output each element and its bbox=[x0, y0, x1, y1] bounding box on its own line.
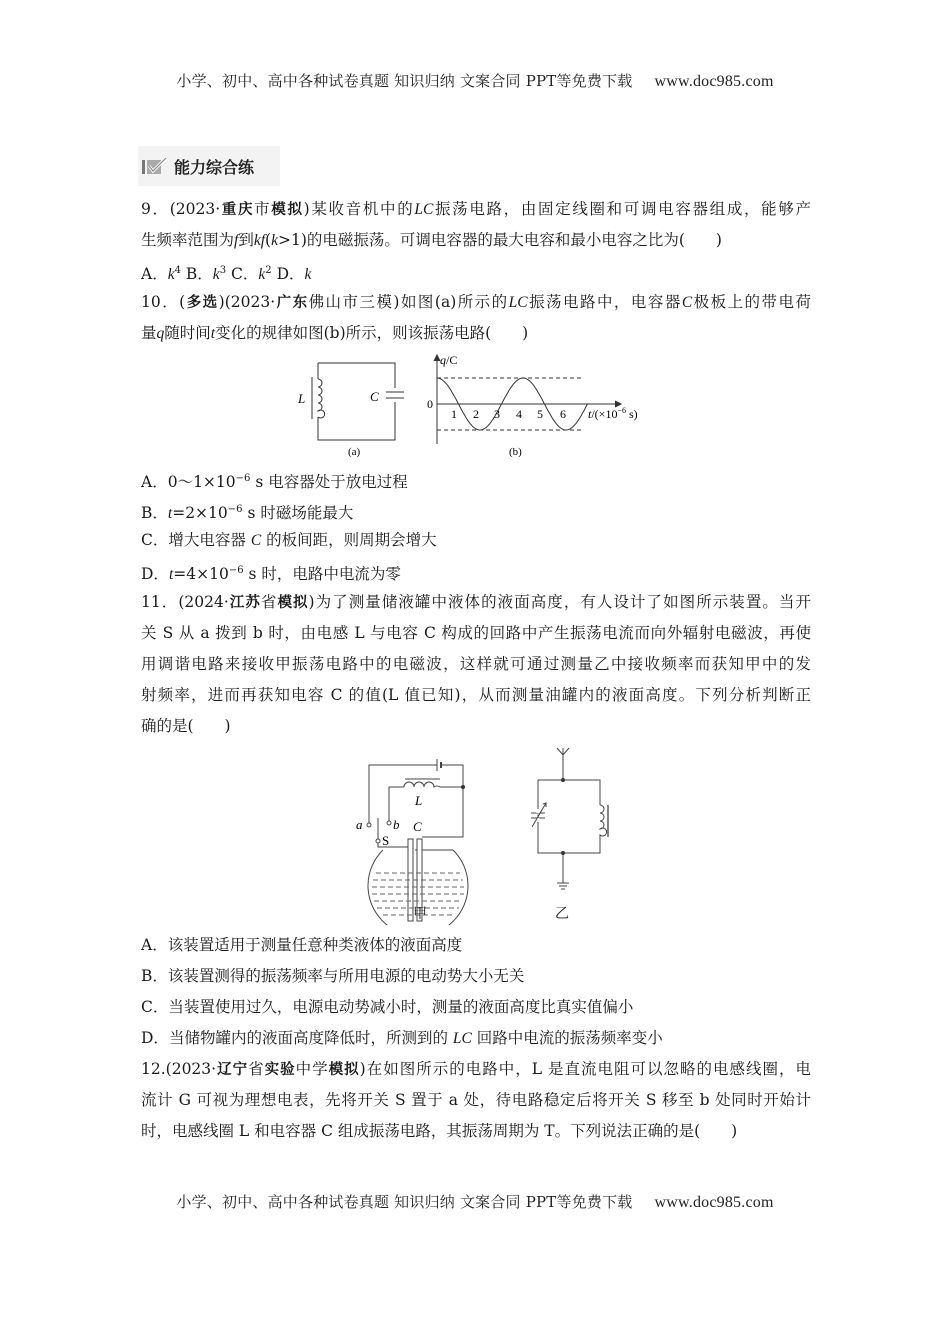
figure-yi-caption: 乙 bbox=[555, 906, 569, 922]
q10-line-1: 10．(多选)(2023·广东佛山市三模)如图(a)所示的LC振荡电路中，电容器C极板上的带电荷 bbox=[141, 293, 811, 311]
q10-option-d[interactable]: D．$t=4\times 10^{-6}$ s 时，电路中电流为零 bbox=[141, 565, 401, 583]
q11-line-2: 关 S 从 a 拨到 b 时，由电感 L 与电容 C 构成的回路中产生振荡电流而向外辐射电磁波，再使 bbox=[141, 624, 811, 642]
svg-text:2: 2 bbox=[473, 407, 479, 421]
q11-line-3: 用调谐电路来接收甲振荡电路中的电磁波，这样就可通过测量乙中接收频率而获知甲中的发 bbox=[141, 655, 811, 673]
q12-line-1: 12.(2023·辽宁省实验中学模拟)在如图所示的电路中，L 是直流电阻可以忽略的电感线圈，电 bbox=[141, 1060, 812, 1078]
q9-line-1: 9．(2023·重庆市模拟)某收音机中的LC振荡电路，由固定线圈和可调电容器组成，能够产 bbox=[141, 200, 811, 218]
checkbox-check-icon bbox=[142, 156, 168, 176]
q10-option-c[interactable]: C．增大电容器 C 的板间距，则周期会增大 bbox=[141, 531, 437, 549]
tuning-circuit-figure bbox=[530, 745, 610, 895]
figure-jia-caption: 甲 bbox=[413, 906, 427, 922]
q12-line-3: 时，电感线圈 L 和电容器 C 组成振荡电路，其振荡周期为 T。下列说法正确的是( ) bbox=[141, 1122, 738, 1140]
figure-a-caption: (a) bbox=[348, 446, 361, 458]
svg-text:1: 1 bbox=[451, 407, 457, 421]
q11-option-b[interactable]: B．该装置测得的振荡频率与所用电源的电动势大小无关 bbox=[141, 967, 525, 985]
lc-circuit-figure-a bbox=[290, 355, 420, 460]
switch-label: S bbox=[382, 833, 390, 848]
q10-line-2: 量q随时间t变化的规律如图(b)所示，则该振荡电路( ) bbox=[141, 324, 529, 342]
footer-banner bbox=[0, 1191, 950, 1212]
q11-line-1: 11．(2024·江苏省模拟)为了测量储液罐中液体的液面高度，有人设计了如图所示装置。当开 bbox=[141, 593, 811, 611]
liquid-level-circuit-figure bbox=[355, 745, 485, 925]
q9-option-c[interactable]: C．$k^2$ bbox=[231, 265, 272, 283]
figure-b-caption: (b) bbox=[509, 446, 522, 458]
q11-option-d[interactable]: D．当储物罐内的液面高度降低时，所测到的 LC 回路中电流的振荡频率变小 bbox=[141, 1029, 663, 1047]
capacitor-label: C bbox=[413, 819, 422, 834]
q11-line-5: 确的是( ) bbox=[141, 717, 231, 735]
q9-option-a[interactable]: A．$k^4$ bbox=[141, 265, 181, 283]
capacitor-label: C bbox=[370, 389, 379, 404]
svg-text:4: 4 bbox=[516, 407, 522, 421]
q9-line-2: 生频率范围为f到kf(k>1)的电磁振荡。可调电容器的最大电容和最小电容之比为( ) bbox=[141, 231, 722, 249]
section-heading bbox=[138, 146, 280, 186]
q-t-chart-figure-b bbox=[423, 352, 663, 460]
section-title: 能力综合练 bbox=[174, 157, 255, 177]
banner-text: 小学、初中、高中各种试卷真题 知识归纳 文案合同 PPT等免费下载 bbox=[176, 1193, 633, 1211]
x-tick-labels bbox=[451, 407, 566, 421]
q9-option-b[interactable]: B．$k^3$ bbox=[185, 265, 227, 283]
banner-text: 小学、初中、高中各种试卷真题 知识归纳 文案合同 PPT等免费下载 bbox=[176, 72, 633, 90]
q10-option-a[interactable]: A．$0\sim 1\times 10^{-6}$ s 电容器处于放电过程 bbox=[141, 473, 408, 491]
q11-option-c[interactable]: C．当装置使用过久，电源电动势减小时，测量的液面高度比真实值偏小 bbox=[141, 998, 634, 1016]
terminal-a-label: a bbox=[356, 817, 363, 832]
svg-text:5: 5 bbox=[537, 407, 543, 421]
y-axis-label: q/C bbox=[440, 353, 458, 367]
origin-label: 0 bbox=[427, 397, 433, 411]
x-axis-label: $t/(\times 10^{-6}$ s) bbox=[588, 406, 638, 421]
q11-line-4: 射频率，进而再获知电容 C 的值(L 值已知)，从而测量油罐内的液面高度。下列分析判断正 bbox=[141, 686, 811, 704]
banner-url[interactable]: www.doc985.com bbox=[654, 73, 774, 90]
q9-options bbox=[141, 260, 311, 282]
q12-line-2: 流计 G 可视为理想电表，先将开关 S 置于 a 处，待电路稳定后将开关 S 移至 b 处同时开始计 bbox=[141, 1091, 811, 1109]
inductor-label: L bbox=[415, 793, 423, 808]
inductor-label: L bbox=[298, 391, 306, 406]
q10-option-b[interactable]: B．$t=2\times 10^{-6}$ s 时磁场能最大 bbox=[141, 504, 354, 522]
q11-option-a[interactable]: A．该装置适用于测量任意种类液体的液面高度 bbox=[141, 936, 463, 954]
header-banner bbox=[0, 70, 950, 91]
q9-option-d[interactable]: D．k bbox=[276, 265, 312, 283]
terminal-b-label: b bbox=[393, 817, 400, 832]
svg-text:3: 3 bbox=[494, 407, 500, 421]
banner-url[interactable]: www.doc985.com bbox=[654, 1194, 774, 1211]
svg-text:6: 6 bbox=[560, 407, 566, 421]
